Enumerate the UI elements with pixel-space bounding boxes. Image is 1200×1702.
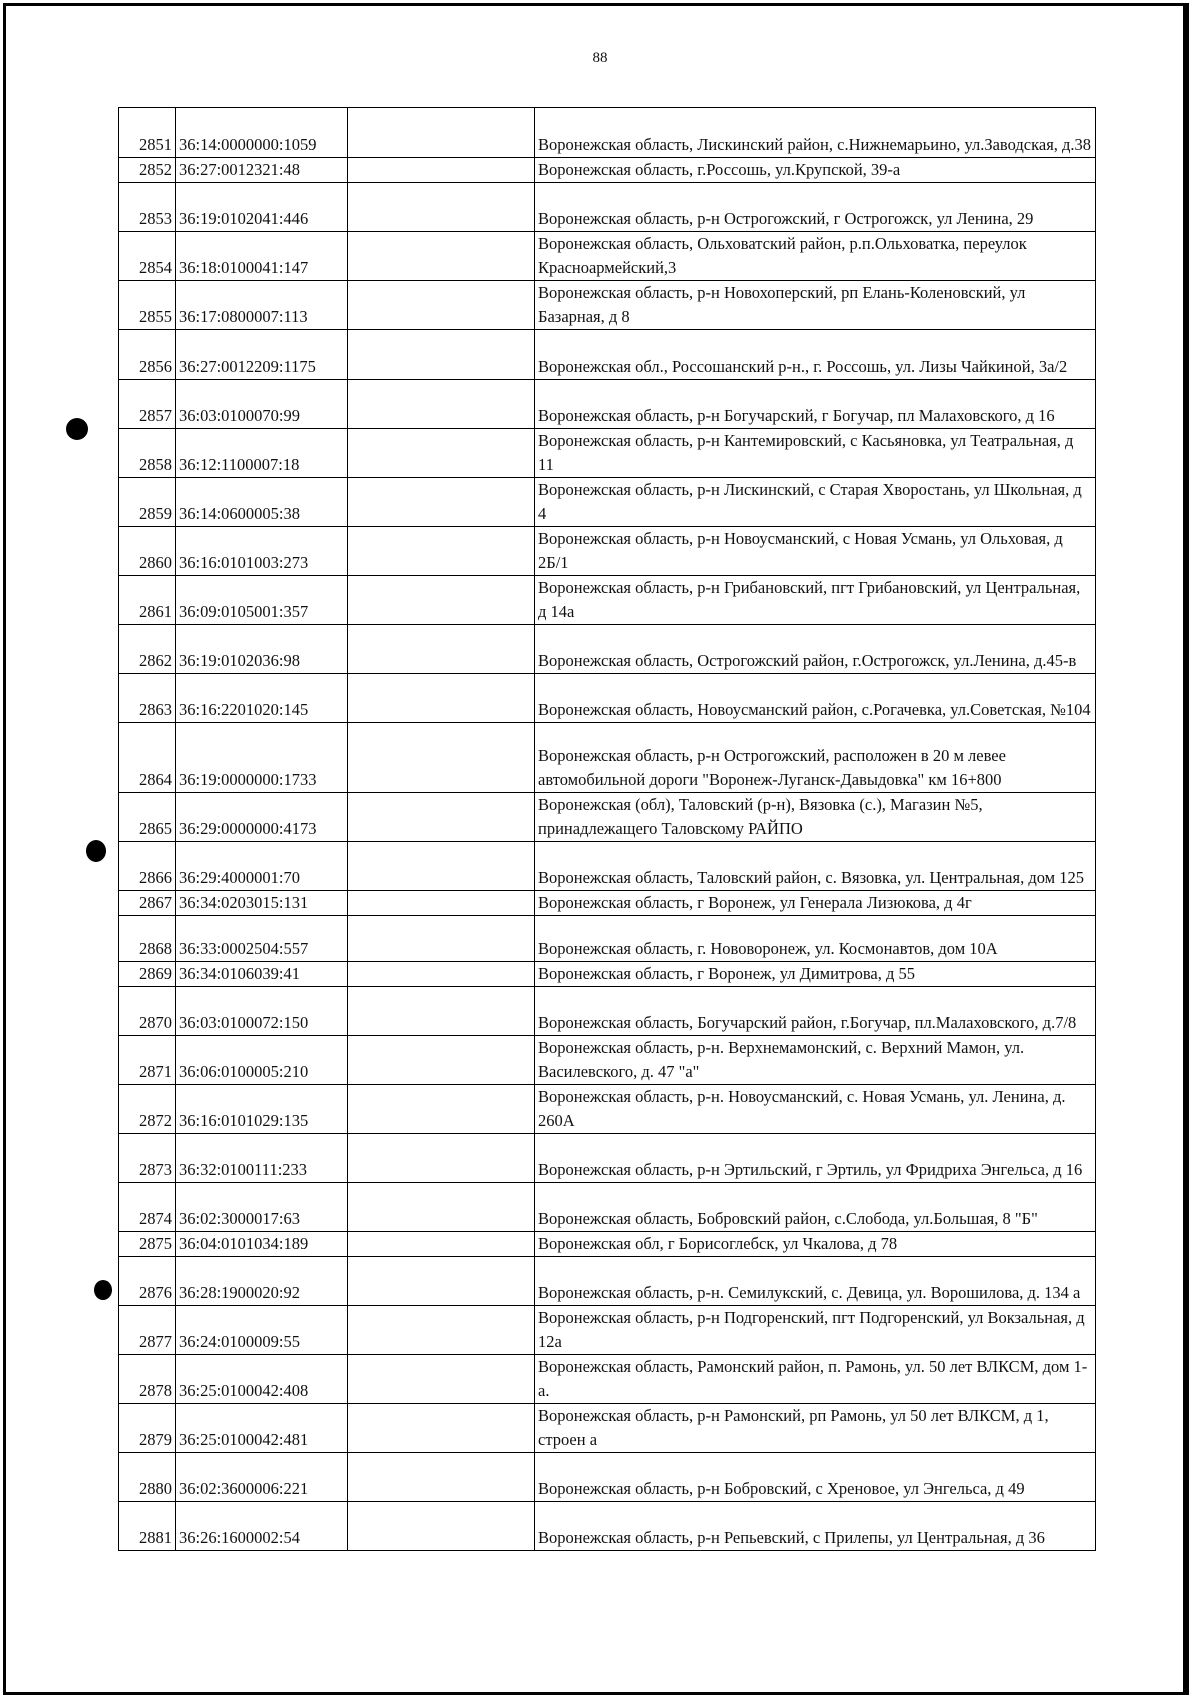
punch-hole-mark [66, 418, 88, 440]
row-number-cell: 2858 [119, 429, 176, 478]
table-row [119, 1453, 1096, 1502]
address-cell: Воронежская область, г Воронеж, ул Генерала Лизюкова, д 4г [535, 891, 1096, 916]
table-row [119, 1257, 1096, 1306]
owner-cell [348, 987, 535, 1036]
row-number-cell: 2868 [119, 916, 176, 962]
address-cell: Воронежская область, г. Нововоронеж, ул. Космонавтов, дом 10А [535, 916, 1096, 962]
row-number-cell: 2871 [119, 1036, 176, 1085]
punch-hole-mark [94, 1280, 112, 1300]
row-number-cell: 2881 [119, 1502, 176, 1551]
row-number-cell: 2865 [119, 793, 176, 842]
row-number-cell: 2854 [119, 232, 176, 281]
row-number-cell: 2879 [119, 1404, 176, 1453]
cadastral-number-cell: 36:19:0102036:98 [176, 625, 348, 674]
cadastral-number-cell: 36:29:0000000:4173 [176, 793, 348, 842]
address-cell: Воронежская область, р-н Эртильский, г Эртиль, ул Фридриха Энгельса, д 16 [535, 1134, 1096, 1183]
owner-cell [348, 1036, 535, 1085]
table-row [119, 1134, 1096, 1183]
row-number-cell: 2877 [119, 1306, 176, 1355]
row-number-cell: 2853 [119, 183, 176, 232]
cadastral-number-cell: 36:17:0800007:113 [176, 281, 348, 330]
owner-cell [348, 108, 535, 158]
table-row [119, 1502, 1096, 1551]
owner-cell [348, 793, 535, 842]
owner-cell [348, 1502, 535, 1551]
row-number-cell: 2860 [119, 527, 176, 576]
cadastral-number-cell: 36:19:0000000:1733 [176, 723, 348, 793]
owner-cell [348, 527, 535, 576]
owner-cell [348, 1453, 535, 1502]
owner-cell [348, 674, 535, 723]
address-cell: Воронежская обл., Россошанский р-н., г. Россошь, ул. Лизы Чайкиной, 3а/2 [535, 330, 1096, 380]
address-cell: Воронежская область, Острогожский район, г.Острогожск, ул.Ленина, д.45-в [535, 625, 1096, 674]
cadastral-number-cell: 36:14:0600005:38 [176, 478, 348, 527]
row-number-cell: 2875 [119, 1232, 176, 1257]
table-row [119, 891, 1096, 916]
address-cell: Воронежская область, р-н. Верхнемамонский, с. Верхний Мамон, ул. Василевского, д. 47 "а" [535, 1036, 1096, 1085]
table-row [119, 330, 1096, 380]
owner-cell [348, 232, 535, 281]
row-number-cell: 2857 [119, 380, 176, 429]
table-row [119, 183, 1096, 232]
address-cell: Воронежская обл, г Борисоглебск, ул Чкалова, д 78 [535, 1232, 1096, 1257]
address-cell: Воронежская область, р-н Рамонский, рп Рамонь, ул 50 лет ВЛКСМ, д 1, строен а [535, 1404, 1096, 1453]
cadastral-number-cell: 36:32:0100111:233 [176, 1134, 348, 1183]
owner-cell [348, 891, 535, 916]
table-row [119, 1355, 1096, 1404]
address-cell: Воронежская область, р-н Острогожский, расположен в 20 м левее автомобильной дороги "Воронеж-Луганск-Давыдовка" км 16+800 [535, 723, 1096, 793]
cadastral-number-cell: 36:27:0012321:48 [176, 158, 348, 183]
address-cell: Воронежская область, р-н Лискинский, с Старая Хворостань, ул Школьная, д 4 [535, 478, 1096, 527]
table-row [119, 674, 1096, 723]
table-row [119, 1085, 1096, 1134]
address-cell: Воронежская область, г.Россошь, ул.Крупской, 39-а [535, 158, 1096, 183]
owner-cell [348, 429, 535, 478]
page-number: 88 [592, 50, 608, 66]
registry-table-body [119, 108, 1096, 1551]
address-cell: Воронежская область, Таловский район, с. Вязовка, ул. Центральная, дом 125 [535, 842, 1096, 891]
owner-cell [348, 281, 535, 330]
table-row [119, 576, 1096, 625]
table-row [119, 793, 1096, 842]
cadastral-number-cell: 36:14:0000000:1059 [176, 108, 348, 158]
owner-cell [348, 1134, 535, 1183]
owner-cell [348, 330, 535, 380]
row-number-cell: 2863 [119, 674, 176, 723]
row-number-cell: 2876 [119, 1257, 176, 1306]
row-number-cell: 2856 [119, 330, 176, 380]
table-row [119, 1183, 1096, 1232]
table-row [119, 158, 1096, 183]
owner-cell [348, 1183, 535, 1232]
address-cell: Воронежская область, р-н. Семилукский, с. Девица, ул. Ворошилова, д. 134 а [535, 1257, 1096, 1306]
cadastral-number-cell: 36:02:3600006:221 [176, 1453, 348, 1502]
owner-cell [348, 576, 535, 625]
owner-cell [348, 1404, 535, 1453]
address-cell: Воронежская область, р-н Богучарский, г Богучар, пл Малаховского, д 16 [535, 380, 1096, 429]
cadastral-number-cell: 36:04:0101034:189 [176, 1232, 348, 1257]
row-number-cell: 2855 [119, 281, 176, 330]
owner-cell [348, 723, 535, 793]
row-number-cell: 2851 [119, 108, 176, 158]
cadastral-number-cell: 36:16:2201020:145 [176, 674, 348, 723]
owner-cell [348, 625, 535, 674]
owner-cell [348, 478, 535, 527]
address-cell: Воронежская область, Новоусманский район, с.Рогачевка, ул.Советская, №104 [535, 674, 1096, 723]
address-cell: Воронежская область, г Воронеж, ул Димитрова, д 55 [535, 962, 1096, 987]
row-number-cell: 2874 [119, 1183, 176, 1232]
cadastral-number-cell: 36:34:0203015:131 [176, 891, 348, 916]
address-cell: Воронежская область, Лискинский район, с.Нижнемарьино, ул.Заводская, д.38 [535, 108, 1096, 158]
cadastral-number-cell: 36:34:0106039:41 [176, 962, 348, 987]
address-cell: Воронежская область, р-н Новоусманский, с Новая Усмань, ул Ольховая, д 2Б/1 [535, 527, 1096, 576]
table-row [119, 916, 1096, 962]
table-row [119, 527, 1096, 576]
address-cell: Воронежская область, Богучарский район, г.Богучар, пл.Малаховского, д.7/8 [535, 987, 1096, 1036]
owner-cell [348, 962, 535, 987]
row-number-cell: 2880 [119, 1453, 176, 1502]
owner-cell [348, 1085, 535, 1134]
cadastral-number-cell: 36:25:0100042:408 [176, 1355, 348, 1404]
table-row [119, 281, 1096, 330]
row-number-cell: 2864 [119, 723, 176, 793]
cadastral-number-cell: 36:16:0101003:273 [176, 527, 348, 576]
cadastral-number-cell: 36:02:3000017:63 [176, 1183, 348, 1232]
table-row [119, 1036, 1096, 1085]
address-cell: Воронежская область, Бобровский район, с.Слобода, ул.Большая, 8 "Б" [535, 1183, 1096, 1232]
row-number-cell: 2866 [119, 842, 176, 891]
owner-cell [348, 183, 535, 232]
table-row [119, 429, 1096, 478]
punch-hole-mark [86, 840, 106, 862]
owner-cell [348, 1306, 535, 1355]
cadastral-number-cell: 36:33:0002504:557 [176, 916, 348, 962]
cadastral-number-cell: 36:27:0012209:1175 [176, 330, 348, 380]
row-number-cell: 2870 [119, 987, 176, 1036]
table-row [119, 625, 1096, 674]
table-row [119, 108, 1096, 158]
row-number-cell: 2872 [119, 1085, 176, 1134]
row-number-cell: 2859 [119, 478, 176, 527]
table-row [119, 1232, 1096, 1257]
cadastral-number-cell: 36:06:0100005:210 [176, 1036, 348, 1085]
cadastral-number-cell: 36:29:4000001:70 [176, 842, 348, 891]
cadastral-number-cell: 36:18:0100041:147 [176, 232, 348, 281]
owner-cell [348, 1257, 535, 1306]
cadastral-number-cell: 36:03:0100070:99 [176, 380, 348, 429]
address-cell: Воронежская область, р-н Подгоренский, пгт Подгоренский, ул Вокзальная, д 12а [535, 1306, 1096, 1355]
cadastral-number-cell: 36:09:0105001:357 [176, 576, 348, 625]
table-row [119, 478, 1096, 527]
address-cell: Воронежская область, р-н Новохоперский, рп Елань-Коленовский, ул Базарная, д 8 [535, 281, 1096, 330]
owner-cell [348, 380, 535, 429]
table-row [119, 962, 1096, 987]
address-cell: Воронежская область, р-н. Новоусманский, с. Новая Усмань, ул. Ленина, д. 260А [535, 1085, 1096, 1134]
address-cell: Воронежская область, р-н Бобровский, с Хреновое, ул Энгельса, д 49 [535, 1453, 1096, 1502]
address-cell: Воронежская (обл), Таловский (р-н), Вязовка (с.), Магазин №5, принадлежащего Таловскому РАЙПО [535, 793, 1096, 842]
owner-cell [348, 842, 535, 891]
cadastral-number-cell: 36:25:0100042:481 [176, 1404, 348, 1453]
table-row [119, 987, 1096, 1036]
owner-cell [348, 1232, 535, 1257]
row-number-cell: 2873 [119, 1134, 176, 1183]
cadastral-number-cell: 36:03:0100072:150 [176, 987, 348, 1036]
registry-table [118, 107, 1096, 1551]
row-number-cell: 2878 [119, 1355, 176, 1404]
address-cell: Воронежская область, р-н Репьевский, с Прилепы, ул Центральная, д 36 [535, 1502, 1096, 1551]
address-cell: Воронежская область, р-н Грибановский, пгт Грибановский, ул Центральная, д 14а [535, 576, 1096, 625]
owner-cell [348, 916, 535, 962]
table-row [119, 1306, 1096, 1355]
owner-cell [348, 158, 535, 183]
cadastral-number-cell: 36:26:1600002:54 [176, 1502, 348, 1551]
row-number-cell: 2852 [119, 158, 176, 183]
cadastral-number-cell: 36:16:0101029:135 [176, 1085, 348, 1134]
row-number-cell: 2869 [119, 962, 176, 987]
address-cell: Воронежская область, р-н Острогожский, г Острогожск, ул Ленина, 29 [535, 183, 1096, 232]
row-number-cell: 2867 [119, 891, 176, 916]
table-row [119, 380, 1096, 429]
cadastral-number-cell: 36:28:1900020:92 [176, 1257, 348, 1306]
table-row [119, 723, 1096, 793]
table-row [119, 842, 1096, 891]
table-row [119, 1404, 1096, 1453]
cadastral-number-cell: 36:24:0100009:55 [176, 1306, 348, 1355]
address-cell: Воронежская область, Рамонский район, п. Рамонь, ул. 50 лет ВЛКСМ, дом 1-а. [535, 1355, 1096, 1404]
address-cell: Воронежская область, Ольховатский район, р.п.Ольховатка, переулок Красноармейский,3 [535, 232, 1096, 281]
row-number-cell: 2861 [119, 576, 176, 625]
cadastral-number-cell: 36:12:1100007:18 [176, 429, 348, 478]
row-number-cell: 2862 [119, 625, 176, 674]
owner-cell [348, 1355, 535, 1404]
address-cell: Воронежская область, р-н Кантемировский, с Касьяновка, ул Театральная, д 11 [535, 429, 1096, 478]
table-row [119, 232, 1096, 281]
cadastral-number-cell: 36:19:0102041:446 [176, 183, 348, 232]
